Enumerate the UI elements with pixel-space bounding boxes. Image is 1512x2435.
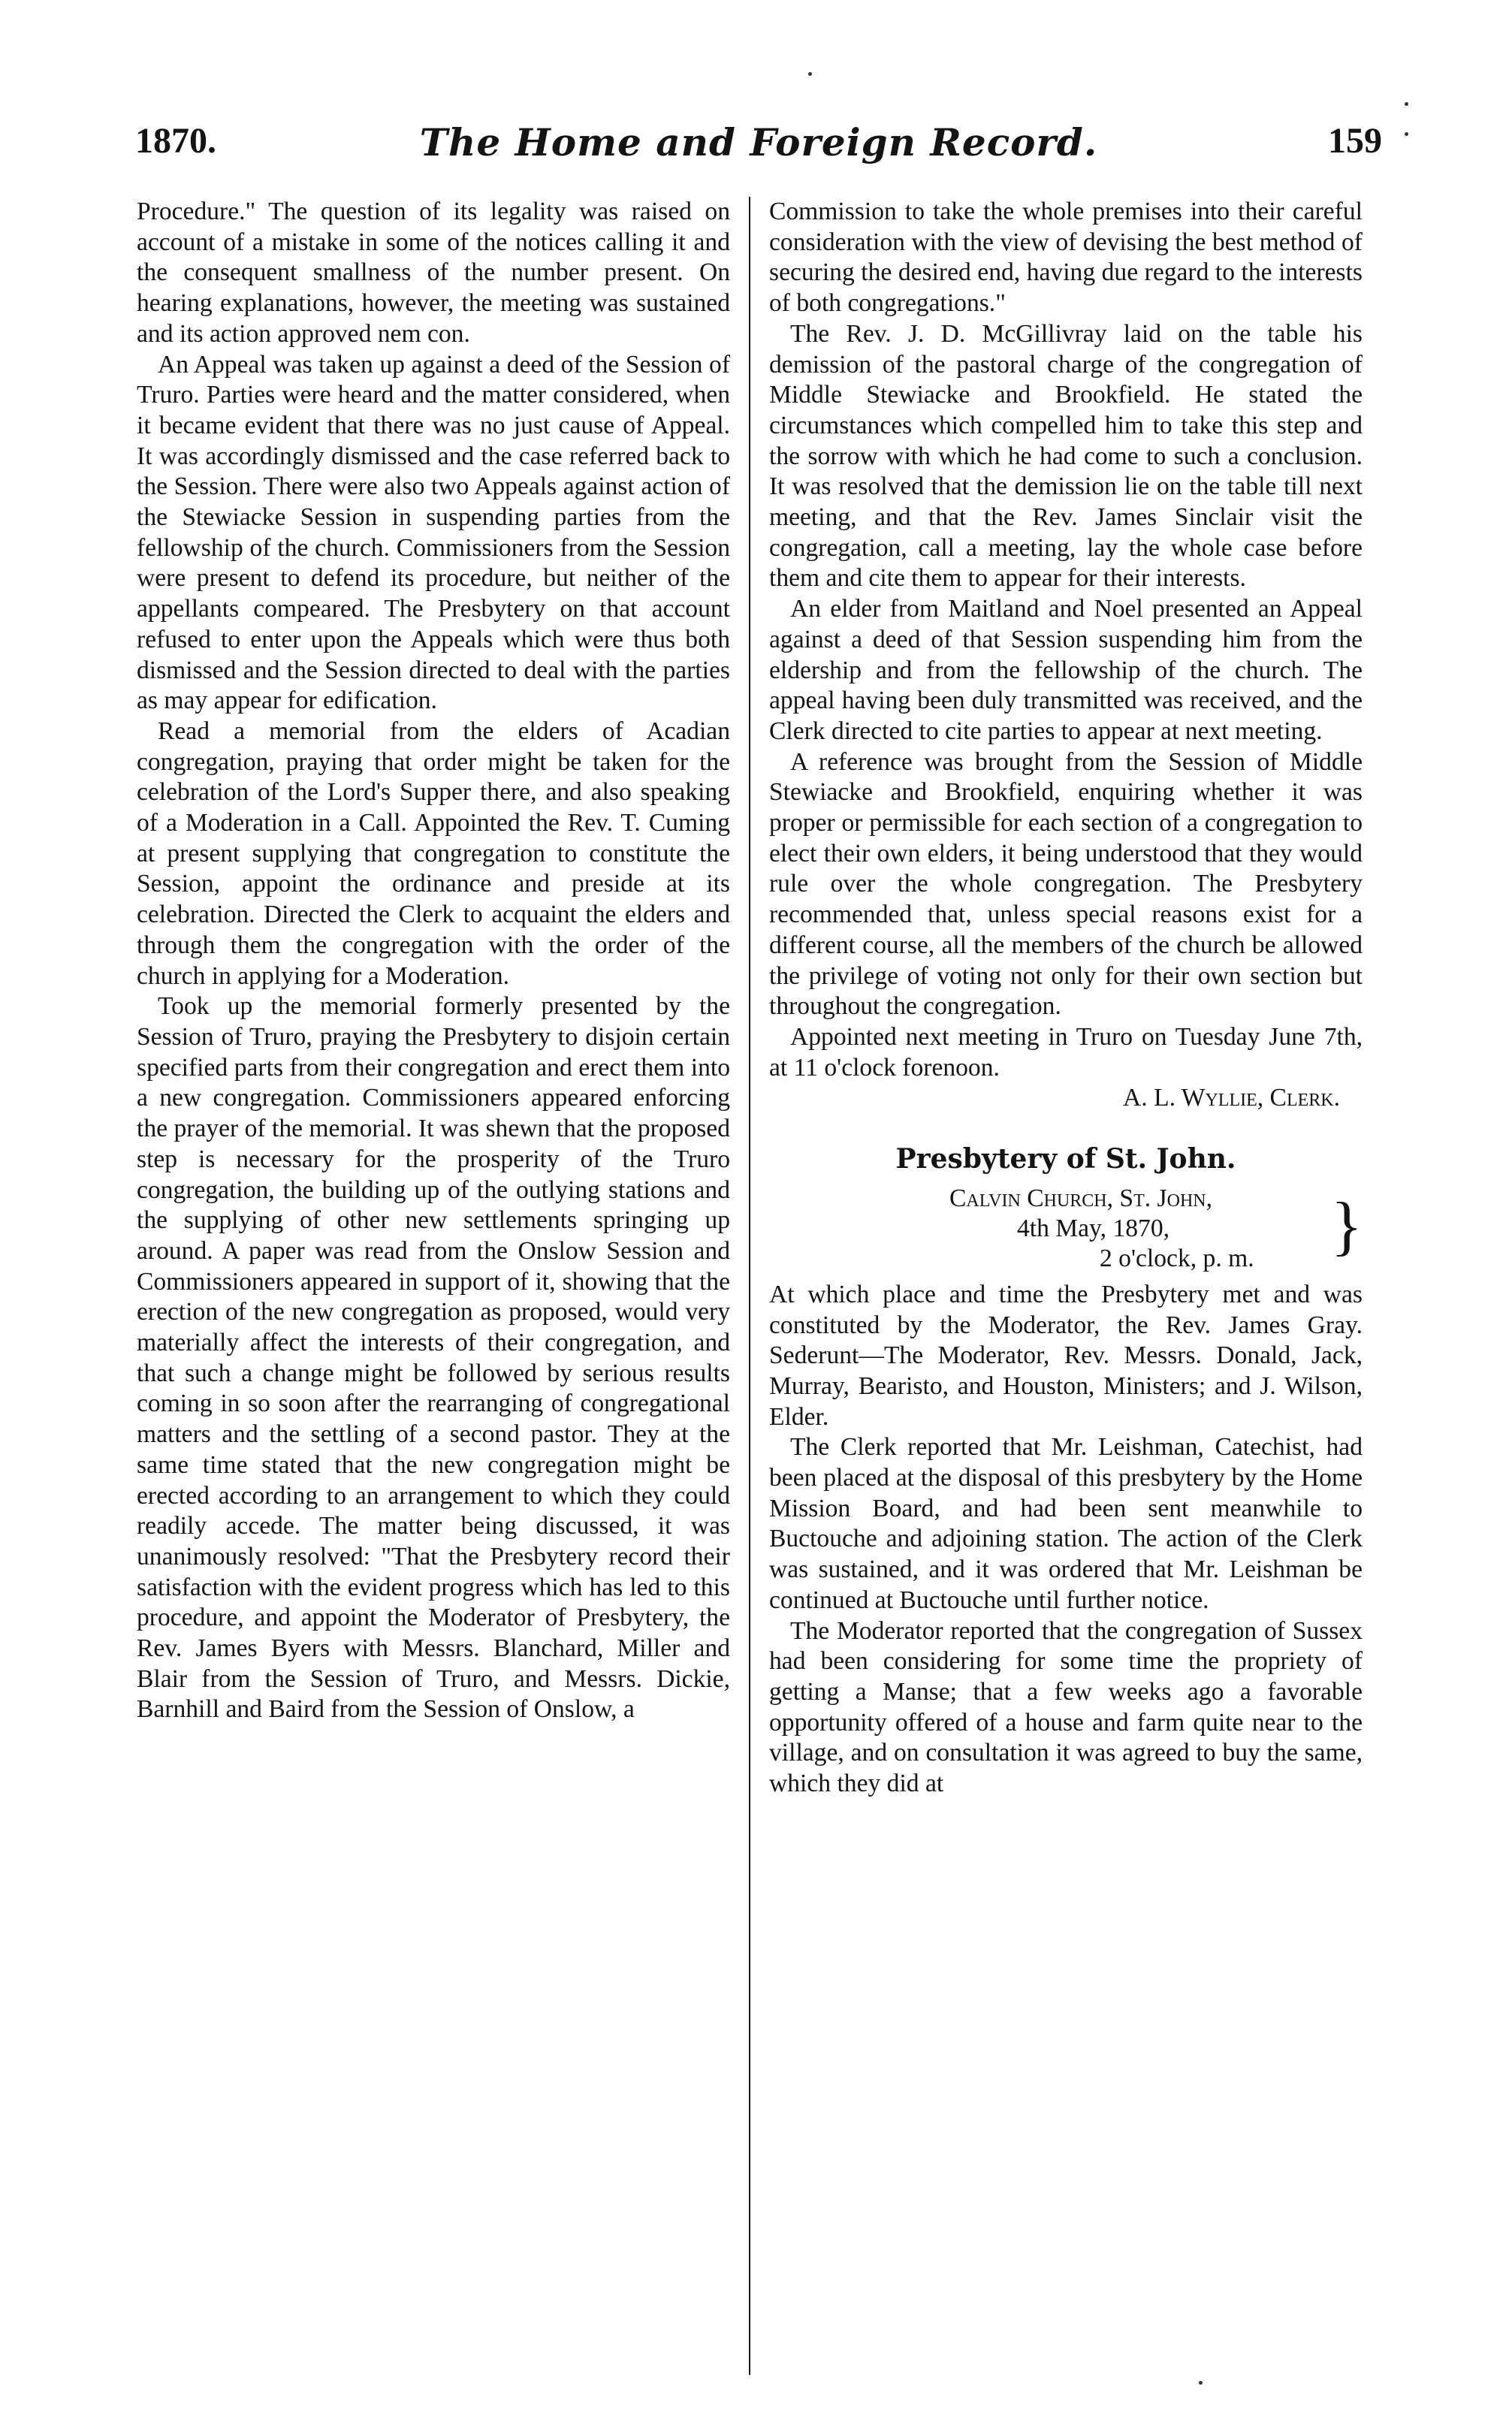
dateline-time: 2 o'clock, p. m. [1100,1244,1254,1272]
print-speck [1405,132,1408,136]
dateline-place: Calvin Church, St. John, [949,1184,1213,1212]
clerk-signature: A. L. Wyllie, Clerk. [1123,1084,1340,1112]
dateline [769,1184,1363,1274]
paragraph: An elder from Maitland and Noel presented an Appeal against a deed of that Session suspending him from the eldership and from the fellowship of the church. The appeal having been duly transmitted was received, and the Clerk directed to cite parties to appear at next meeting. [769,595,1363,745]
paragraph: Appointed next meeting in Truro on Tuesday June 7th, at 11 o'clock forenoon. [769,1022,1363,1082]
header-year: 1870. [135,121,216,161]
paragraph: At which place and time the Presbytery met and was constituted by the Moderator, the Rev. James Gray. Sederunt—The Moderator, Rev. Messrs. Donald, Jack, Murray, Bearisto, and Houston, Ministers; and J. Wilson, Elder. [769,1280,1363,1431]
brace-glyph: } [1330,1189,1363,1263]
header-title: The Home and Foreign Record. [419,120,1098,164]
paragraph: Took up the memorial formerly presented by the Session of Truro, praying the Presbytery to disjoin certain specified parts from their congregation and erect them into a new congregation. Commissioners appeared enforcing the prayer of the memorial. It was shewn that the proposed step is necessary for the prosperity of the Truro congregation, the building up of the outlying stations and the supplying of other new settlements springing up around. A paper was read from the Onslow Session and Commissioners appeared in support of it, showing that the erection of the new congregation as proposed, would very materially affect the interests of their congregation, and that such a change might be followed by serious results coming in so soon after the rearranging of congregational matters and the settling of a second pastor. They at the same time stated that the new congregation might be erected according to an arrangement to which they could readily accede. The matter being discussed, it was unanimously resolved: "That the Presbytery record their satisfaction with the evident progress which has led to this procedure, and appoint the Moderator of Presbytery, the Rev. James Byers with Messrs. Blanchard, Miller and Blair from the Session of Truro, and Messrs. Dickie, Barnhill and Baird from the Session of Onslow, a [137,992,730,1724]
column-divider [749,197,750,2375]
paragraph: A reference was brought from the Session of Middle Stewiacke and Brookfield, enquiring whether it was proper or permissible for each section of a congregation to elect their own elders, it being understood that they would rule over the whole congregation. The Presbytery recommended that, unless special reasons exist for a different course, all the members of the church be allowed the privilege of voting not only for their own section but throughout the congregation. [769,747,1363,1021]
dateline-date: 4th May, 1870, [1017,1214,1170,1242]
paragraph: Procedure." The question of its legality was raised on account of a mistake in some of the notices calling it and the consequent smallness of the number present. On hearing explanations, however, the meeting was sustained and its action approved nem con. [137,198,730,348]
section-heading: Presbytery of St. John. [895,1143,1236,1175]
left-column [137,197,730,1725]
paragraph: The Clerk reported that Mr. Leishman, Catechist, had been placed at the disposal of this presbytery by the Home Mission Board, and had been sent meanwhile to Buctouche and adjoining station. The action of the Clerk was sustained, and it was ordered that Mr. Leishman be continued at Buctouche until further notice. [769,1433,1363,1614]
page-number: 159 [1328,121,1382,161]
print-speck [1199,2381,1203,2385]
right-column [769,197,1363,1800]
paragraph: The Rev. J. D. McGillivray laid on the table his demission of the pastoral charge of the congregation of Middle Stewiacke and Brookfield. He stated the circumstances which compelled him to take this step and the sorrow with which he had come to such a conclusion. It was resolved that the demission lie on the table till next meeting, and that the Rev. James Sinclair visit the congregation, call a meeting, lay the whole case before them and cite them to appear for their interests. [769,319,1363,593]
paragraph: An Appeal was taken up against a deed of the Session of Truro. Parties were heard and the matter considered, when it became evident that there was no just cause of Appeal. It was accordingly dismissed and the case referred back to the Session. There were also two Appeals against action of the Stewiacke Session in suspending parties from the fellowship of the church. Commissioners from the Session were present to defend its procedure, but neither of the appellants compeared. The Presbytery on that account refused to enter upon the Appeals which were thus both dismissed and the Session directed to deal with the parties as may appear for edification. [137,350,730,715]
paragraph: Commission to take the whole premises into their careful consideration with the view of devising the best method of securing the desired end, having due regard to the interests of both congregations." [769,198,1363,318]
paragraph: Read a memorial from the elders of Acadian congregation, praying that order might be taken for the celebration of the Lord's Supper there, and also speaking of a Moderation in a Call. Appointed the Rev. T. Cuming at present supplying that congregation to constitute the Session, appoint the ordinance and preside at its celebration. Directed the Clerk to acquaint the elders and through them the congregation with the order of the church in applying for a Moderation. [137,717,730,990]
print-speck [808,72,812,76]
running-header [135,120,1382,174]
paragraph: The Moderator reported that the congregation of Sussex had been considering for some time the propriety of getting a Manse; that a few weeks ago a favorable opportunity offered of a house and farm quite near to the village, and on consultation it was agreed to buy the same, which they did at [769,1616,1363,1798]
print-speck [1405,102,1408,106]
